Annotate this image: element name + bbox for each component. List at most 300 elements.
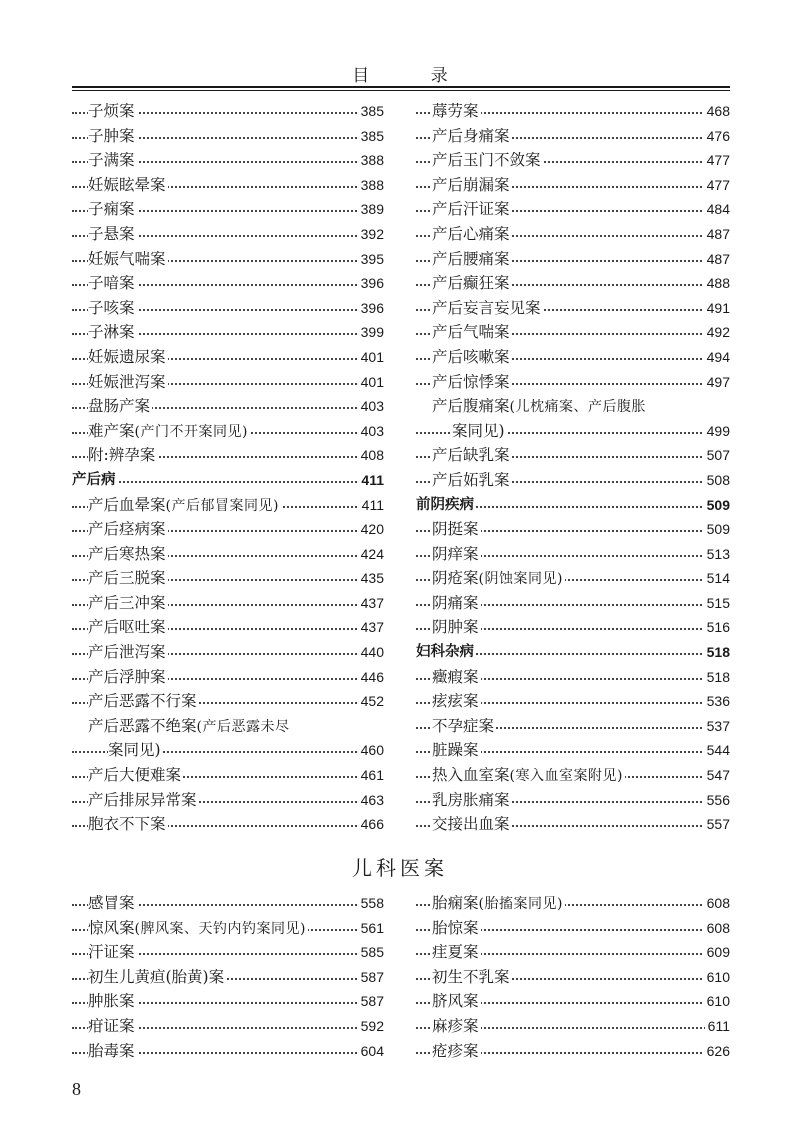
toc-entry bbox=[416, 173, 730, 198]
toc-entry-title bbox=[88, 717, 291, 735]
toc-entry bbox=[416, 615, 730, 640]
toc-page-number: 403 bbox=[358, 394, 384, 419]
toc-entry-label: 产后癫狂案 bbox=[432, 274, 510, 293]
toc-entry-label: 产后恶露不行案 bbox=[88, 692, 197, 711]
toc-entry-title bbox=[88, 968, 226, 986]
toc-entry bbox=[72, 345, 384, 370]
toc-entry-title bbox=[88, 1042, 137, 1060]
toc-page-number: 468 bbox=[704, 99, 730, 124]
toc-entry-title bbox=[88, 992, 137, 1010]
toc-entry bbox=[416, 591, 730, 616]
toc-entry-note: (脾风案、天钓内钓案同见) bbox=[134, 920, 306, 937]
toc-entry-title bbox=[88, 943, 137, 961]
toc-page-number: 507 bbox=[704, 443, 730, 468]
toc-entry-label: 子满案 bbox=[88, 151, 135, 170]
toc-entry-title bbox=[432, 1042, 481, 1060]
toc-entry bbox=[416, 738, 730, 763]
toc-page-number: 587 bbox=[358, 989, 384, 1014]
toc-entry-note: (产后郁冒案同见) bbox=[165, 497, 279, 514]
toc-entry-title bbox=[88, 520, 168, 538]
toc-entry-title bbox=[432, 741, 481, 759]
toc-entry bbox=[416, 989, 730, 1014]
toc-entry-label: 产后缺乳案 bbox=[432, 446, 510, 465]
toc-page-number: 424 bbox=[358, 542, 384, 567]
toc-page-number: 476 bbox=[704, 124, 730, 149]
toc-entry-title bbox=[432, 943, 481, 961]
toc-page-number: 477 bbox=[704, 173, 730, 198]
toc-page-number: 491 bbox=[704, 296, 730, 321]
toc-entry-title bbox=[88, 1017, 137, 1035]
toc-entry-title bbox=[432, 618, 481, 636]
toc-entry bbox=[72, 271, 384, 296]
toc-entry-label: 脐风案 bbox=[432, 992, 479, 1011]
toc-entry-label: 热入血室案 bbox=[432, 766, 510, 785]
toc-entry-label: 盘肠产案 bbox=[88, 397, 151, 416]
toc-entry bbox=[72, 812, 384, 837]
toc-entry-title bbox=[88, 397, 152, 415]
toc-entry-title bbox=[432, 348, 512, 366]
toc-entry-title bbox=[432, 102, 481, 120]
toc-entry bbox=[72, 247, 384, 272]
toc-entry-title bbox=[432, 250, 512, 268]
toc-entry bbox=[72, 566, 384, 591]
toc-entry-title bbox=[432, 968, 512, 986]
toc-entry-label: 蓐劳案 bbox=[432, 102, 479, 120]
toc-entry-title bbox=[432, 766, 625, 784]
toc-page-number: 518 bbox=[704, 665, 730, 690]
toc-entry-title bbox=[108, 741, 163, 759]
toc-page-number: 518 bbox=[704, 640, 730, 665]
toc-entry-title bbox=[432, 1017, 481, 1035]
toc-entry bbox=[416, 542, 730, 567]
toc-entry bbox=[72, 891, 384, 916]
toc-entry-label: 子淋案 bbox=[88, 323, 135, 342]
section-title: 儿科医案 bbox=[352, 856, 448, 880]
toc-entry-label: 前阴疾病 bbox=[416, 496, 474, 513]
toc-page-number: 411 bbox=[358, 468, 384, 493]
toc-page-number: 488 bbox=[704, 271, 730, 296]
toc-page-number: 536 bbox=[704, 689, 730, 714]
toc-entry-label: 产后咳嗽案 bbox=[432, 347, 510, 366]
page-number: 8 bbox=[72, 1079, 81, 1099]
toc-entry bbox=[416, 517, 730, 542]
toc-entry-label: 产后血晕案 bbox=[88, 495, 166, 514]
toc-page-number: 435 bbox=[358, 566, 384, 591]
toc-page-number: 610 bbox=[704, 989, 730, 1014]
toc-entry-label: 产后腰痛案 bbox=[432, 249, 510, 268]
toc-entry-label: 肿胀案 bbox=[88, 992, 135, 1011]
toc-entry-label: 疮疹案 bbox=[432, 1041, 479, 1060]
toc-entry-label: 产后排尿异常案 bbox=[88, 790, 197, 809]
toc-entry-title bbox=[88, 373, 168, 391]
toc-entry-label: 子肿案 bbox=[88, 126, 135, 145]
toc-entry-title bbox=[88, 569, 168, 587]
toc-entry bbox=[72, 940, 384, 965]
toc-entry-title bbox=[88, 919, 308, 937]
toc-entry-label: 妊娠气喘案 bbox=[88, 249, 166, 268]
toc-entry-label: 产后恶露不绝案 bbox=[88, 716, 197, 735]
toc-entry-note: (儿枕痛案、产后腹胀 bbox=[509, 399, 646, 416]
toc-entry-label: 产后心痛案 bbox=[432, 224, 510, 243]
toc-entry bbox=[72, 493, 384, 518]
toc-page-number: 395 bbox=[358, 247, 384, 272]
toc-entry-title bbox=[88, 446, 157, 464]
toc-entry-title bbox=[88, 643, 168, 661]
toc-entry-title bbox=[432, 717, 496, 735]
toc-entry-label: 子咳案 bbox=[88, 298, 135, 317]
header-rule-thin bbox=[72, 90, 730, 91]
toc-entry bbox=[72, 615, 384, 640]
toc-entry bbox=[72, 443, 384, 468]
toc-entry-label: 产后三冲案 bbox=[88, 593, 166, 612]
toc-page-number: 408 bbox=[358, 443, 384, 468]
toc-entry-label: 产后病 bbox=[72, 471, 116, 488]
toc-page-number: 516 bbox=[704, 615, 730, 640]
toc-entry-label: 产后惊悸案 bbox=[432, 372, 510, 391]
toc-entry-title bbox=[88, 496, 281, 514]
toc-entry-label: 阴挺案 bbox=[432, 520, 479, 539]
toc-entry-label: 癥瘕案 bbox=[432, 667, 479, 686]
toc-entry-title bbox=[88, 274, 137, 292]
toc-entry bbox=[72, 320, 384, 345]
toc-entry bbox=[72, 665, 384, 690]
toc-entry-title bbox=[432, 446, 512, 464]
toc-entry bbox=[416, 124, 730, 149]
toc-entry bbox=[72, 222, 384, 247]
toc-page-number: 399 bbox=[358, 320, 384, 345]
toc-entry bbox=[416, 689, 730, 714]
page-header-title: 目 录 bbox=[352, 66, 476, 86]
toc-page-number: 487 bbox=[704, 222, 730, 247]
toc-entry-label: 妇科杂病 bbox=[416, 644, 474, 661]
toc-entry bbox=[72, 542, 384, 567]
toc-entry-label: 交接出血案 bbox=[432, 815, 510, 834]
toc-entry bbox=[72, 148, 384, 173]
toc-entry-note: (寒入血室案附见) bbox=[509, 768, 623, 785]
toc-page-number: 477 bbox=[704, 148, 730, 173]
toc-page-number: 608 bbox=[704, 916, 730, 941]
toc-entry-label: 产后崩漏案 bbox=[432, 175, 510, 194]
toc-entry-title bbox=[432, 569, 565, 587]
toc-entry bbox=[72, 763, 384, 788]
toc-page-number: 611 bbox=[705, 1014, 730, 1039]
toc-entry bbox=[72, 689, 384, 714]
toc-entry-title bbox=[88, 545, 168, 563]
toc-entry bbox=[416, 916, 730, 941]
toc-column-left-lower bbox=[72, 891, 384, 1063]
toc-entry-label: 产后三脱案 bbox=[88, 569, 166, 588]
toc-entry-title bbox=[432, 594, 481, 612]
header-rule bbox=[72, 86, 730, 88]
toc-page-number: 401 bbox=[358, 345, 384, 370]
toc-entry-label: 妊娠眩晕案 bbox=[88, 175, 166, 194]
toc-entry-title bbox=[432, 397, 648, 415]
toc-entry bbox=[72, 989, 384, 1014]
toc-entry-label: 麻疹案 bbox=[432, 1016, 479, 1035]
toc-entry bbox=[416, 443, 730, 468]
toc-entry-label: 子喑案 bbox=[88, 274, 135, 293]
toc-entry-label: 胎毒案 bbox=[88, 1041, 135, 1060]
toc-entry-label: 子悬案 bbox=[88, 224, 135, 243]
toc-page-number: 463 bbox=[358, 788, 384, 813]
toc-entry-title bbox=[432, 471, 512, 489]
toc-entry-title bbox=[452, 422, 507, 440]
toc-entry bbox=[72, 788, 384, 813]
toc-entry bbox=[72, 591, 384, 616]
toc-page-number: 461 bbox=[358, 763, 384, 788]
toc-page-number: 385 bbox=[358, 124, 384, 149]
toc-page-number: 497 bbox=[704, 370, 730, 395]
toc-entry-title bbox=[416, 497, 476, 513]
toc-entry-title bbox=[88, 200, 137, 218]
toc-page-number: 411 bbox=[359, 493, 384, 518]
toc-entry-note: (产后恶露未尽 bbox=[196, 718, 290, 735]
toc-entry-title bbox=[88, 176, 168, 194]
toc-entry-title bbox=[88, 299, 137, 317]
toc-entry-label: 胎痫案 bbox=[432, 894, 479, 912]
toc-entry bbox=[72, 124, 384, 149]
toc-column-right-lower bbox=[416, 891, 730, 1063]
toc-entry bbox=[72, 714, 384, 739]
toc-entry-label: 脏躁案 bbox=[432, 741, 479, 760]
toc-column-right-upper bbox=[416, 99, 730, 837]
toc-entry bbox=[416, 419, 730, 444]
toc-entry bbox=[72, 370, 384, 395]
toc-entry bbox=[416, 296, 730, 321]
toc-page-number: 544 bbox=[704, 738, 730, 763]
toc-entry bbox=[416, 1039, 730, 1064]
toc-entry bbox=[416, 222, 730, 247]
toc-entry bbox=[416, 271, 730, 296]
toc-page-number: 537 bbox=[704, 714, 730, 739]
toc-entry-label: 产后汗证案 bbox=[432, 200, 510, 219]
toc-entry bbox=[416, 99, 730, 124]
toc-entry-label: 胎惊案 bbox=[432, 918, 479, 937]
toc-entry-label: 阴痛案 bbox=[432, 593, 479, 612]
toc-entry bbox=[416, 566, 730, 591]
toc-entry-title bbox=[88, 594, 168, 612]
toc-entry-label: 乳房胀痛案 bbox=[432, 790, 510, 809]
toc-column-left-upper bbox=[72, 99, 384, 837]
toc-entry-title bbox=[88, 668, 168, 686]
toc-entry-label: 疳证案 bbox=[88, 1016, 135, 1035]
toc-page-number: 420 bbox=[358, 517, 384, 542]
toc-entry bbox=[416, 345, 730, 370]
toc-entry-label: 产后气喘案 bbox=[432, 323, 510, 342]
toc-page-number: 466 bbox=[358, 812, 384, 837]
toc-page-number: 396 bbox=[358, 296, 384, 321]
toc-page-number: 626 bbox=[704, 1039, 730, 1064]
toc-entry-note: (阴蚀案同见) bbox=[478, 571, 563, 588]
toc-entry-label: 案同见) bbox=[452, 421, 505, 440]
toc-entry-label: 附:辨孕案 bbox=[88, 446, 156, 465]
toc-entry-title bbox=[88, 348, 168, 366]
toc-entry bbox=[72, 296, 384, 321]
toc-entry-title bbox=[88, 250, 168, 268]
toc-entry bbox=[72, 965, 384, 990]
toc-entry-title bbox=[432, 692, 481, 710]
toc-entry-title bbox=[416, 644, 476, 660]
toc-page-number: 610 bbox=[704, 965, 730, 990]
toc-entry-label: 产后妬乳案 bbox=[432, 470, 510, 489]
toc-entry-label: 不孕症案 bbox=[432, 716, 495, 735]
toc-entry-label: 疰夏案 bbox=[432, 943, 479, 962]
toc-entry-title bbox=[88, 815, 168, 833]
toc-entry bbox=[72, 1014, 384, 1039]
toc-entry bbox=[416, 394, 730, 419]
toc-entry-title bbox=[88, 127, 137, 145]
toc-page-number: 389 bbox=[358, 197, 384, 222]
toc-entry-title bbox=[432, 894, 565, 912]
toc-entry-title bbox=[432, 815, 512, 833]
toc-entry-title bbox=[72, 472, 118, 488]
toc-page-number: 514 bbox=[704, 566, 730, 591]
toc-entry-label: 产后身痛案 bbox=[432, 126, 510, 145]
toc-entry-note: (产门不开案同见) bbox=[134, 423, 248, 440]
toc-page-number: 585 bbox=[358, 940, 384, 965]
toc-entry-title bbox=[88, 692, 199, 710]
toc-entry-title bbox=[432, 176, 512, 194]
toc-entry-title bbox=[432, 299, 543, 317]
toc-page-number: 494 bbox=[704, 345, 730, 370]
toc-entry-label: 产后大便难案 bbox=[88, 766, 182, 785]
toc-page-number: 587 bbox=[358, 965, 384, 990]
toc-page-number: 556 bbox=[704, 788, 730, 813]
toc-page-number: 499 bbox=[704, 419, 730, 444]
toc-entry bbox=[416, 320, 730, 345]
toc-page-number: 487 bbox=[704, 247, 730, 272]
toc-entry bbox=[72, 738, 384, 763]
toc-entry-label: 产后浮肿案 bbox=[88, 667, 166, 686]
toc-entry bbox=[72, 640, 384, 665]
toc-section-heading bbox=[416, 493, 730, 518]
toc-entry-label: 初生不乳案 bbox=[432, 967, 510, 986]
toc-entry bbox=[416, 763, 730, 788]
toc-entry-title bbox=[432, 668, 481, 686]
toc-entry-title bbox=[432, 791, 512, 809]
toc-entry-label: 产后玉门不敛案 bbox=[432, 151, 541, 170]
toc-section-heading bbox=[416, 640, 730, 665]
toc-page-number: 460 bbox=[358, 738, 384, 763]
toc-entry-label: 产后妄言妄见案 bbox=[432, 298, 541, 317]
toc-entry bbox=[72, 173, 384, 198]
toc-page-number: 547 bbox=[704, 763, 730, 788]
toc-entry bbox=[72, 197, 384, 222]
toc-entry-label: 产后寒热案 bbox=[88, 544, 166, 563]
toc-entry-title bbox=[432, 323, 512, 341]
toc-entry-title bbox=[432, 373, 512, 391]
toc-entry-label: 汗证案 bbox=[88, 943, 135, 962]
toc-entry bbox=[72, 419, 384, 444]
toc-section-heading bbox=[72, 468, 384, 493]
toc-entry bbox=[72, 916, 384, 941]
toc-page-number: 437 bbox=[358, 591, 384, 616]
toc-entry-title bbox=[432, 274, 512, 292]
toc-page-number: 401 bbox=[358, 370, 384, 395]
toc-entry-title bbox=[432, 200, 512, 218]
toc-entry-title bbox=[88, 323, 137, 341]
toc-entry bbox=[416, 812, 730, 837]
toc-entry-note: (胎搐案同见) bbox=[478, 896, 563, 912]
toc-page-number: 484 bbox=[704, 197, 730, 222]
toc-entry bbox=[416, 940, 730, 965]
toc-entry bbox=[72, 99, 384, 124]
toc-entry-label: 产后腹痛案 bbox=[432, 397, 510, 416]
toc-page-number: 403 bbox=[358, 419, 384, 444]
toc-entry-label: 妊娠泄泻案 bbox=[88, 372, 166, 391]
toc-page-number: 558 bbox=[358, 891, 384, 916]
toc-entry-title bbox=[88, 225, 137, 243]
toc-entry-label: 阴疮案 bbox=[432, 569, 479, 588]
toc-entry-title bbox=[432, 992, 481, 1010]
toc-entry bbox=[416, 1014, 730, 1039]
toc-entry-title bbox=[88, 766, 183, 784]
toc-entry bbox=[416, 665, 730, 690]
toc-page-number: 592 bbox=[358, 1014, 384, 1039]
toc-page-number: 446 bbox=[358, 665, 384, 690]
toc-page-number: 609 bbox=[704, 940, 730, 965]
toc-entry-label: 惊风案 bbox=[88, 918, 135, 937]
toc-page-number: 452 bbox=[358, 689, 384, 714]
toc-page-number: 440 bbox=[358, 640, 384, 665]
toc-entry-label: 子烦案 bbox=[88, 102, 135, 120]
toc-entry bbox=[72, 1039, 384, 1064]
toc-entry-label: 产后呕吐案 bbox=[88, 618, 166, 637]
toc-entry bbox=[416, 247, 730, 272]
toc-page-number: 509 bbox=[704, 493, 730, 518]
toc-page-number: 437 bbox=[358, 615, 384, 640]
toc-entry bbox=[416, 788, 730, 813]
toc-entry-label: 阴痒案 bbox=[432, 544, 479, 563]
toc-entry bbox=[416, 714, 730, 739]
toc-page-number: 557 bbox=[704, 812, 730, 837]
toc-entry-title bbox=[88, 102, 137, 120]
toc-page-number: 608 bbox=[704, 891, 730, 916]
toc-page-number: 515 bbox=[704, 591, 730, 616]
toc-page-number: 396 bbox=[358, 271, 384, 296]
toc-entry-label: 子痫案 bbox=[88, 200, 135, 219]
toc-entry-label: 妊娠遗尿案 bbox=[88, 347, 166, 366]
toc-entry-label: 难产案 bbox=[88, 421, 135, 440]
toc-page-number: 388 bbox=[358, 148, 384, 173]
toc-entry-title bbox=[88, 422, 250, 440]
dot-leader bbox=[72, 481, 384, 483]
toc-entry-title bbox=[432, 545, 481, 563]
toc-page-number: 561 bbox=[358, 916, 384, 941]
toc-entry bbox=[416, 891, 730, 916]
toc-entry-title bbox=[432, 127, 512, 145]
toc-page-number: 385 bbox=[358, 99, 384, 124]
toc-entry-title bbox=[88, 618, 168, 636]
toc-entry-title bbox=[88, 791, 199, 809]
toc-page-number: 508 bbox=[704, 468, 730, 493]
toc-entry-label: 产后痉病案 bbox=[88, 520, 166, 539]
toc-page-number: 604 bbox=[358, 1039, 384, 1064]
toc-page-number: 492 bbox=[704, 320, 730, 345]
toc-entry-title bbox=[88, 894, 137, 912]
toc-entry bbox=[416, 965, 730, 990]
toc-entry bbox=[416, 370, 730, 395]
toc-page-number: 509 bbox=[704, 517, 730, 542]
toc-page-number: 388 bbox=[358, 173, 384, 198]
toc-entry-label: 初生儿黄疸(胎黄)案 bbox=[88, 967, 225, 986]
toc-entry bbox=[72, 517, 384, 542]
toc-entry bbox=[416, 197, 730, 222]
toc-entry-title bbox=[88, 151, 137, 169]
toc-entry-label: 阴肿案 bbox=[432, 618, 479, 637]
toc-entry-title bbox=[432, 151, 543, 169]
toc-entry-label: 案同见) bbox=[108, 741, 161, 760]
